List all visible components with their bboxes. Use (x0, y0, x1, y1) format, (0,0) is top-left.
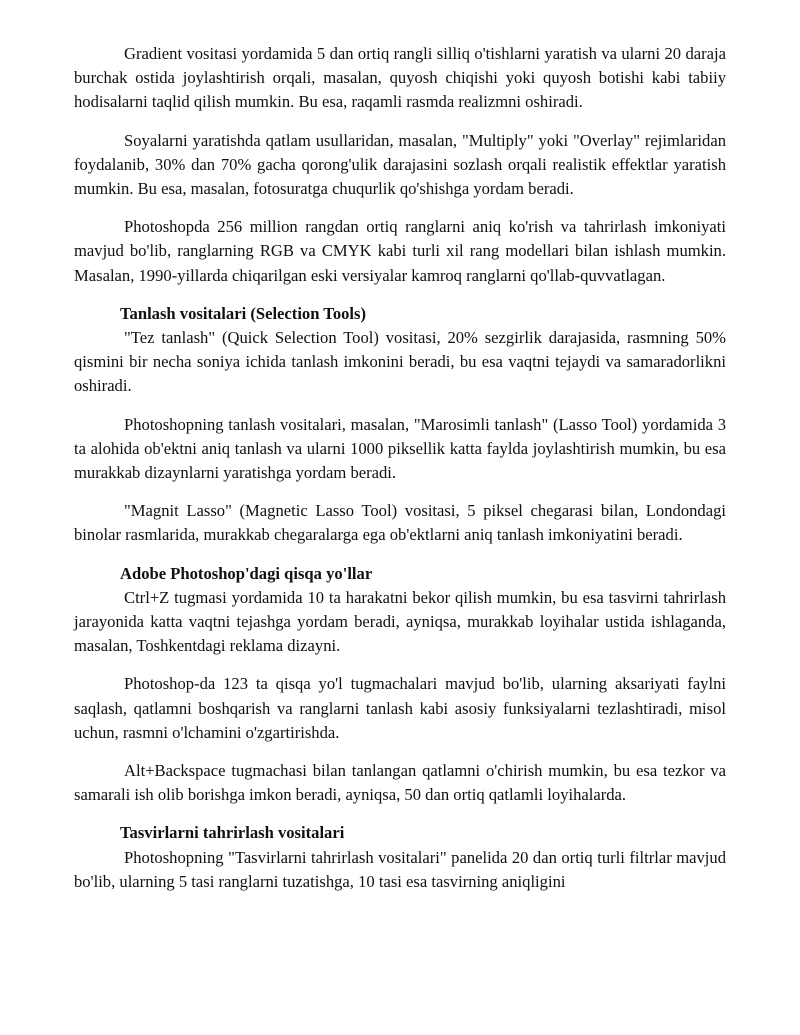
document-page (74, 42, 726, 908)
paragraph-filters: Photoshopning "Tasvirlarni tahrirlash vositalari" panelida 20 dan ortiq turli filtrlar mavjud bo'lib, ularning 5 tasi ranglarni tuzatishga, 10 tasi esa tasvirning aniqligini (74, 847, 726, 891)
paragraph-colors: Photoshopda 256 million rangdan ortiq ranglarni aniq ko'rish va tahrirlash imkoniyati mavjud bo'lib, ranglarning RGB va CMYK kabi turli xil rang modellari bilan ishlash mumkin. Masalan, 1990-yillarda chiqarilgan eski versiyalar kamroq ranglarni qo'llab-quvvatlagan. (74, 217, 726, 285)
heading-shortcuts: Adobe Photoshop'dagi qisqa yo'llar (120, 563, 373, 583)
paragraph-shortcut-count: Photoshop-da 123 ta qisqa yo'l tugmachalari mavjud bo'lib, ularning aksariyati faylni saqlash, qatlamni boshqarish va ranglarni tanlash kabi asosiy funksiyalarni tezlashtiradi, misol uchun, rasmni o'lchamini o'zgartirishda. (74, 674, 726, 742)
paragraph-ctrl-z: Ctrl+Z tugmasi yordamida 10 ta harakatni bekor qilish mumkin, bu esa tasvirni tahrirlash jarayonida katta vaqtni tejashga yordam beradi, ayniqsa, murakkab loyihalar ustida ishlaganda, masalan, Toshkentdagi reklama dizayni. (74, 587, 726, 656)
paragraph-gradient: Gradient vositasi yordamida 5 dan ortiq rangli silliq o'tishlarni yaratish va ularni 20 daraja burchak ostida joylashtirish orqali, masalan, quyosh chiqishi yoki quyosh botishi kabi tabiiy hodisalarni taqlid qilish mumkin. Bu esa, raqamli rasmda realizmni oshiradi. (74, 44, 726, 112)
paragraph-alt-backspace: Alt+Backspace tugmachasi bilan tanlangan qatlamni o'chirish mumkin, bu esa tezkor va samarali ish olib borishga imkon beradi, ayniqsa, 50 dan ortiq qatlamli loyihalarda. (74, 761, 726, 805)
paragraph-quick-selection: "Tez tanlash" (Quick Selection Tool) vositasi, 20% sezgirlik darajasida, rasmning 50% qismini bir necha soniya ichida tanlash imkonini beradi, bu esa vaqtni tejaydi va samaradorlikni oshiradi. (74, 328, 726, 396)
paragraph-shadows: Soyalarni yaratishda qatlam usullaridan, masalan, "Multiply" yoki "Overlay" rejimlaridan foydalanib, 30% dan 70% gacha qorong'ulik darajasini sozlash orqali realistik effektlar yaratish mumkin. Bu esa, masalan, fotosuratga chuqurlik qo'shishga yordam beradi. (74, 130, 726, 199)
heading-image-editing-tools: Tasvirlarni tahrirlash vositalari (120, 823, 345, 843)
heading-selection-tools: Tanlash vositalari (Selection Tools) (120, 303, 367, 323)
paragraph-lasso-tool: Photoshopning tanlash vositalari, masalan, "Marosimli tanlash" (Lasso Tool) yordamida 3 ta alohida ob'ektni aniq tanlash va ularni 1000 piksellik katta faylda joylashtirish mumkin, bu esa murakkab dizaynlarni yaratishga yordam beradi. (74, 414, 726, 483)
paragraph-magnetic-lasso: "Magnit Lasso" (Magnetic Lasso Tool) vositasi, 5 piksel chegarasi bilan, Londondagi binolar rasmlarida, murakkab chegaralarga ega ob'ektlarni aniq tanlash imkoniyatini beradi. (74, 501, 726, 545)
